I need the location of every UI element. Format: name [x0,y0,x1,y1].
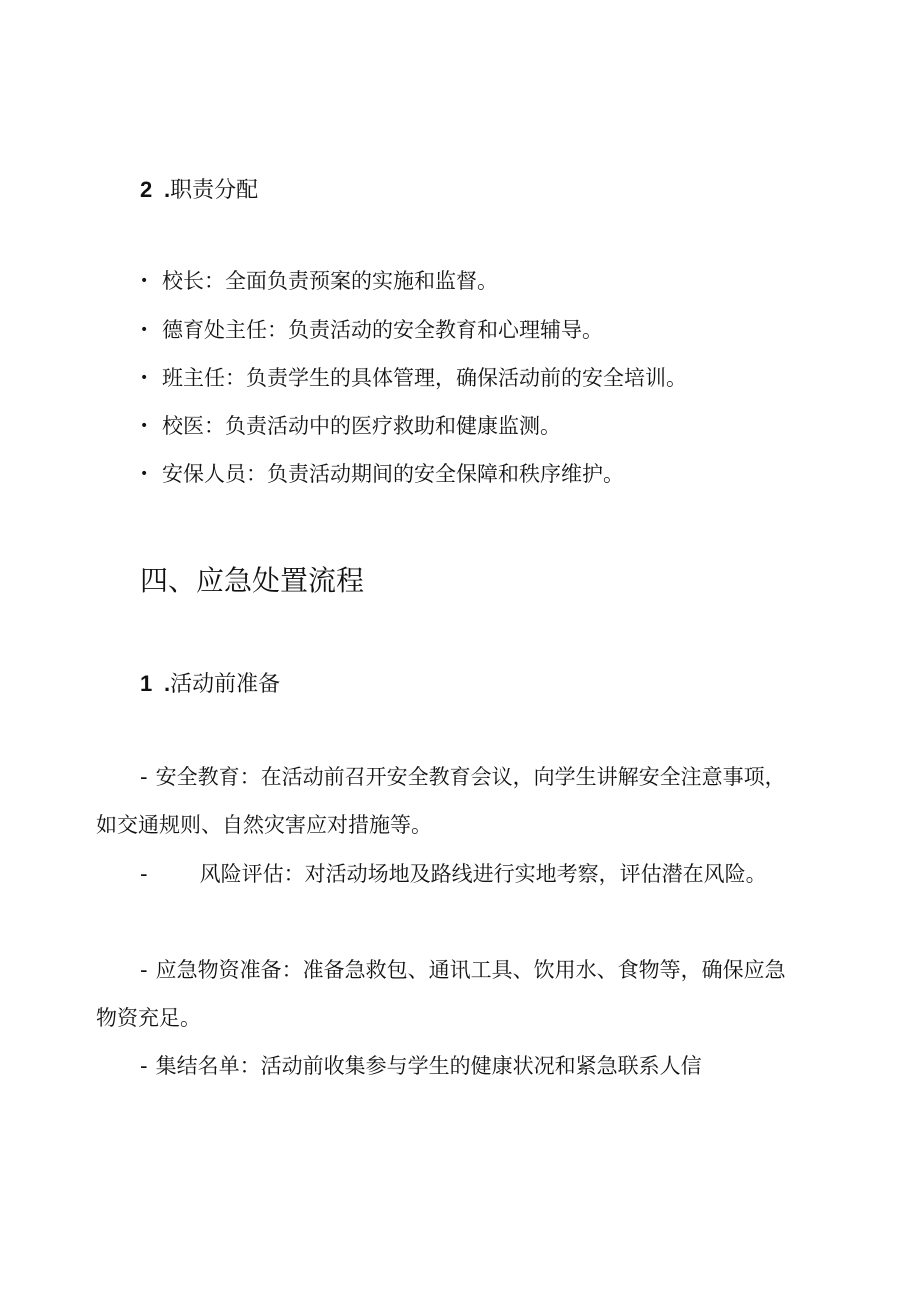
duty-item-text: 校长：全面负责预案的实施和监督。 [162,269,498,293]
bullet-icon: • [140,322,149,338]
bullet-icon: • [140,466,149,482]
prep-heading-number: 1 [140,671,153,696]
bullet-icon: • [140,418,149,434]
paragraph-text: 安全教育：在活动前召开安全教育会议，向学生讲解安全注意事项，如交通规则、自然灾害应对措施等。 [96,765,786,837]
bullet-icon: • [140,370,149,386]
prep-paragraph-safety-education [96,753,796,849]
paragraph-text: 风险评估：对活动场地及路线进行实地考察，评估潜在风险。 [199,862,767,886]
duties-heading-text: 职责分配 [170,178,259,203]
duties-heading-number: 2 [140,177,153,202]
section-title: 四、应急处置流程 [140,564,365,597]
duty-item-moral-director [140,315,603,345]
duties-heading-dot: . [164,177,171,202]
duty-item-school-doctor [140,411,561,441]
paragraph-text: 集结名单：活动前收集参与学生的健康状况和紧急联系人信 [155,1054,702,1078]
paragraph-text: 应急物资准备：准备急救包、通讯工具、饮用水、食物等，确保应急物资充足。 [96,958,786,1030]
prep-paragraph-emergency-supplies [96,946,796,1042]
prep-heading-text: 活动前准备 [170,672,281,697]
prep-paragraph-risk-assessment [96,850,796,898]
duty-item-principal [140,266,498,296]
duty-item-text: 安保人员：负责活动期间的安全保障和秩序维护。 [162,462,624,486]
bullet-icon: • [140,273,149,289]
prep-heading-dot: . [164,671,171,696]
dash-marker: - [140,1054,148,1078]
duties-heading [140,175,258,206]
duty-item-text: 校医：负责活动中的医疗救助和健康监测。 [162,414,561,438]
prep-heading [140,669,280,700]
duty-item-text: 德育处主任：负责活动的安全教育和心理辅导。 [162,318,603,342]
duty-item-text: 班主任：负责学生的具体管理，确保活动前的安全培训。 [162,366,687,390]
dash-marker: - [140,765,148,789]
prep-paragraph-roster [96,1042,796,1090]
dash-marker: - [140,958,148,982]
duty-item-head-teacher [140,363,687,393]
duty-item-security-staff [140,459,624,489]
dash-marker: - [140,862,148,886]
